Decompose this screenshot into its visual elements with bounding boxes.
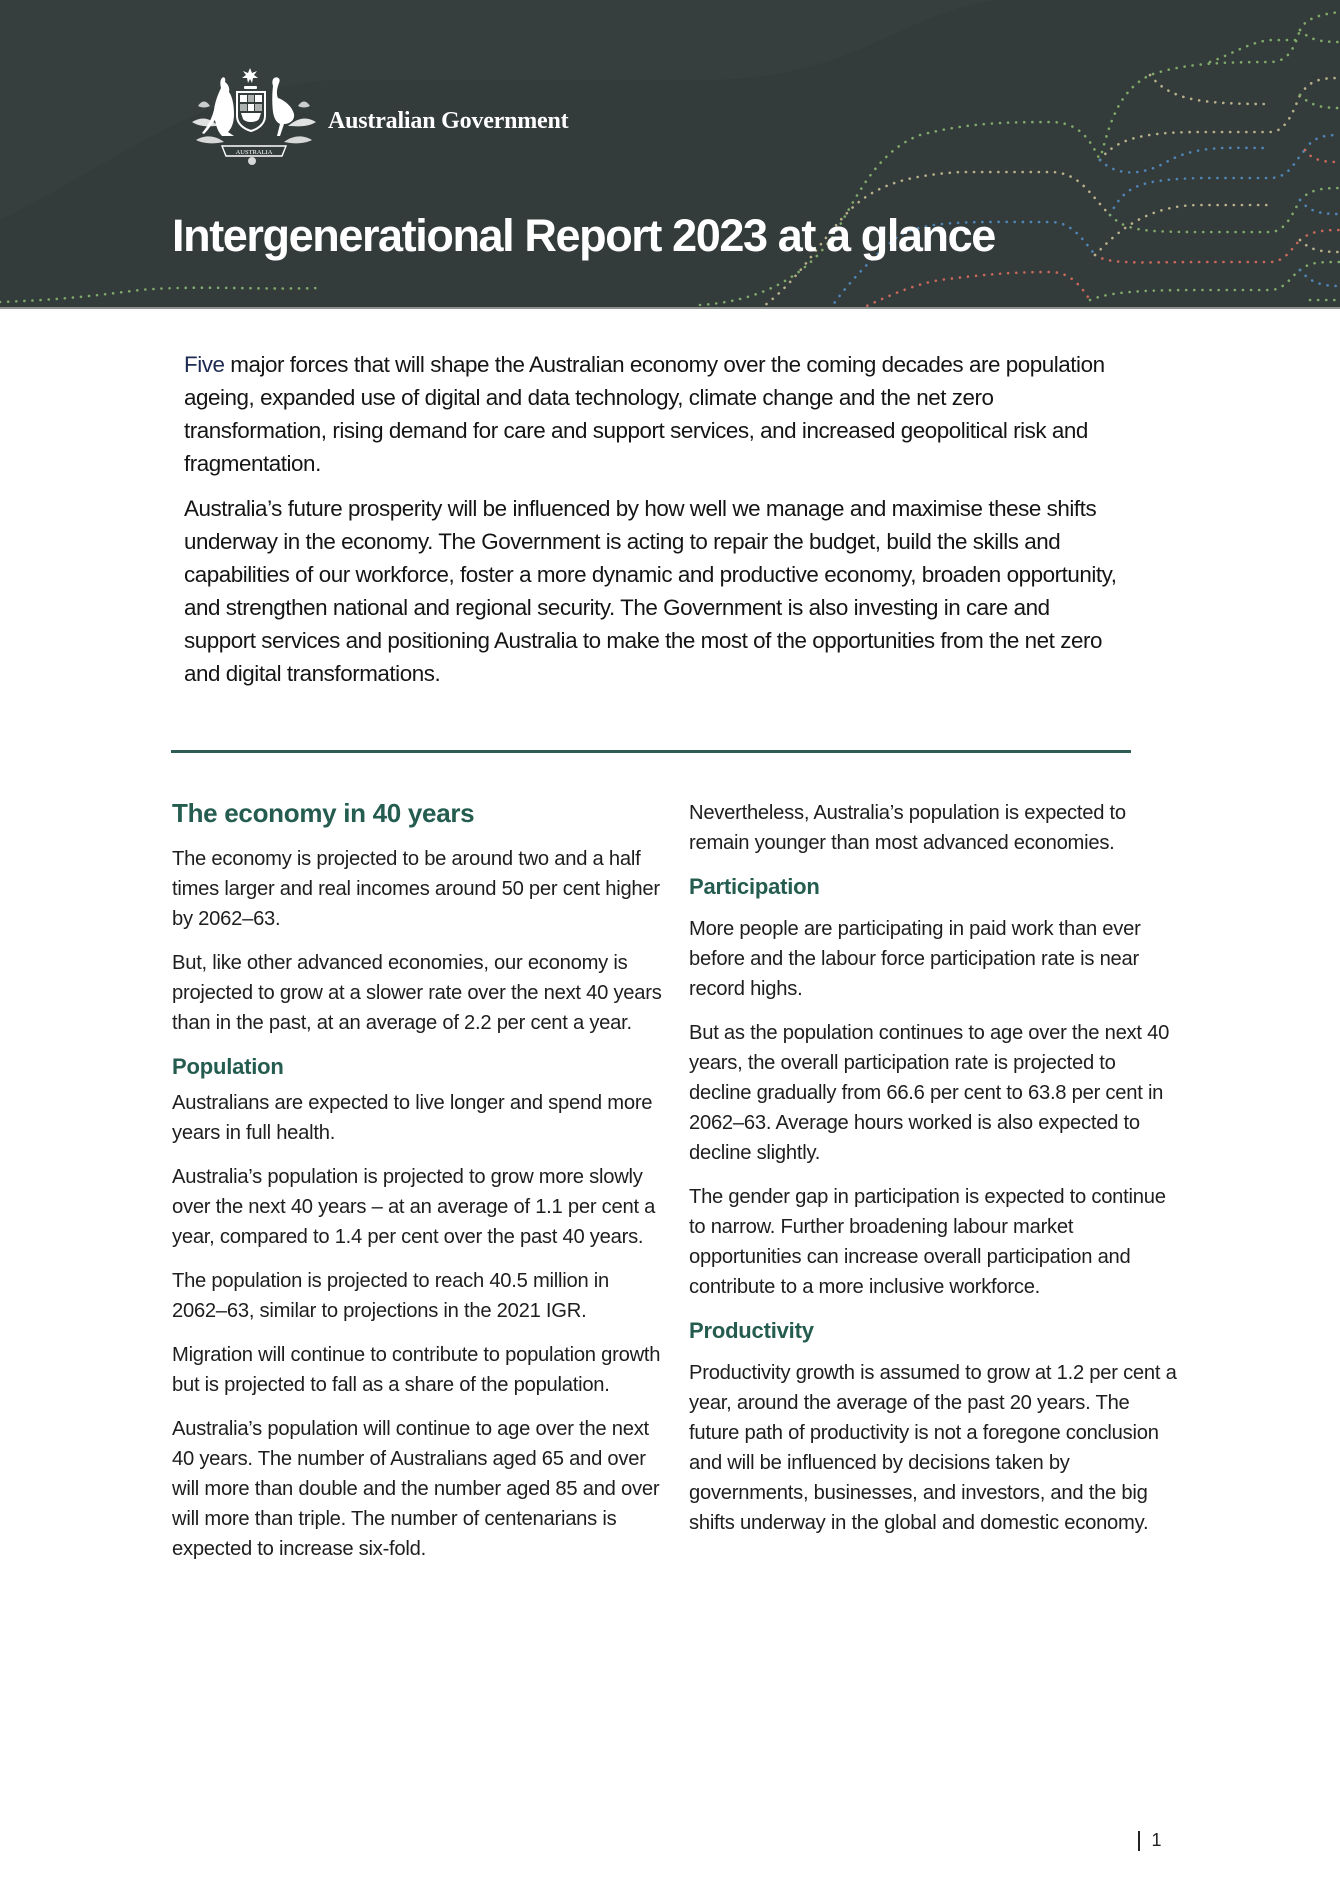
productivity-paragraph: Productivity growth is assumed to grow at 1.2 per cent a year, around the average of the past 20 years. The future path of productivity is not a foregone conclusion and will be influenced by decisions taken by governments, businesses, and investors, and the big shifts underway in the global and domestic economy. <box>689 1362 1177 1534</box>
population-paragraph: Australia’s population will continue to age over the next 40 years. The number of Australians aged 65 and over will more than double and the number aged 85 and over will more than triple. The number of centenarians is expected to increase six-fold. <box>172 1418 660 1560</box>
economy-paragraph: The economy is projected to be around two and a half times larger and real incomes around 50 per cent higher by 2062–63. <box>172 848 660 930</box>
left-column <box>172 796 662 1578</box>
intro-section <box>184 348 1124 702</box>
brand-name: Australian Government <box>328 107 569 134</box>
header-banner <box>0 0 1340 309</box>
intro-paragraph-1 <box>184 348 1124 480</box>
population-continued-paragraph: Nevertheless, Australia’s population is expected to remain younger than most advanced economies. <box>689 802 1126 854</box>
page-footer <box>1138 1830 1162 1851</box>
participation-heading: Participation <box>689 874 820 899</box>
section-divider <box>171 750 1131 753</box>
intro-lead-word: Five <box>184 352 225 377</box>
productivity-heading: Productivity <box>689 1318 814 1343</box>
economy-heading: The economy in 40 years <box>172 798 475 828</box>
population-paragraph: The population is projected to reach 40.5 million in 2062–63, similar to projections in the 2021 IGR. <box>172 1270 609 1322</box>
participation-paragraph: More people are participating in paid work than ever before and the labour force participation rate is near record highs. <box>689 918 1141 1000</box>
footer-separator <box>1138 1831 1140 1851</box>
participation-paragraph: But as the population continues to age over the next 40 years, the overall participation rate is projected to decline gradually from 66.6 per cent to 63.8 per cent in 2062–63. Average hours worked is also expected to decline slightly. <box>689 1022 1170 1164</box>
population-paragraph: Australia’s population is projected to grow more slowly over the next 40 years – at an average of 1.1 per cent a year, compared to 1.4 per cent over the past 40 years. <box>172 1166 656 1248</box>
intro-paragraph-2: Australia’s future prosperity will be influenced by how well we manage and maximise these shifts underway in the economy. The Government is acting to repair the budget, build the skills and capabilities of our workforce, foster a more dynamic and productive economy, broaden opportunity, and strengthen national and regional security. The Government is also investing in care and support services and positioning Australia to make the most of the opportunities from the net zero and digital transformations. <box>184 496 1117 686</box>
population-paragraph: Australians are expected to live longer and spend more years in full health. <box>172 1092 653 1144</box>
economy-paragraph: But, like other advanced economies, our economy is projected to grow at a slower rate over the next 40 years than in the past, at an average of 2.2 per cent a year. <box>172 952 662 1034</box>
intro-paragraph-1-text: major forces that will shape the Australian economy over the coming decades are population ageing, expanded use of digital and data technology, climate change and the net zero transformation, rising demand for care and support services, and increased geopolitical risk and fragmentation. <box>184 352 1105 476</box>
coat-of-arms-icon <box>188 66 320 166</box>
population-heading: Population <box>172 1054 284 1079</box>
government-brand <box>188 66 568 166</box>
participation-paragraph: The gender gap in participation is expected to continue to narrow. Further broadening labour market opportunities can increase overall participation and contribute to a more inclusive workforce. <box>689 1186 1166 1298</box>
right-column <box>689 798 1179 1552</box>
crest-banner-text: AUSTRALIA <box>235 149 273 156</box>
page-title: Intergenerational Report 2023 at a glance <box>172 210 995 261</box>
page-number: 1 <box>1151 1830 1162 1850</box>
population-paragraph: Migration will continue to contribute to population growth but is projected to fall as a share of the population. <box>172 1344 661 1396</box>
